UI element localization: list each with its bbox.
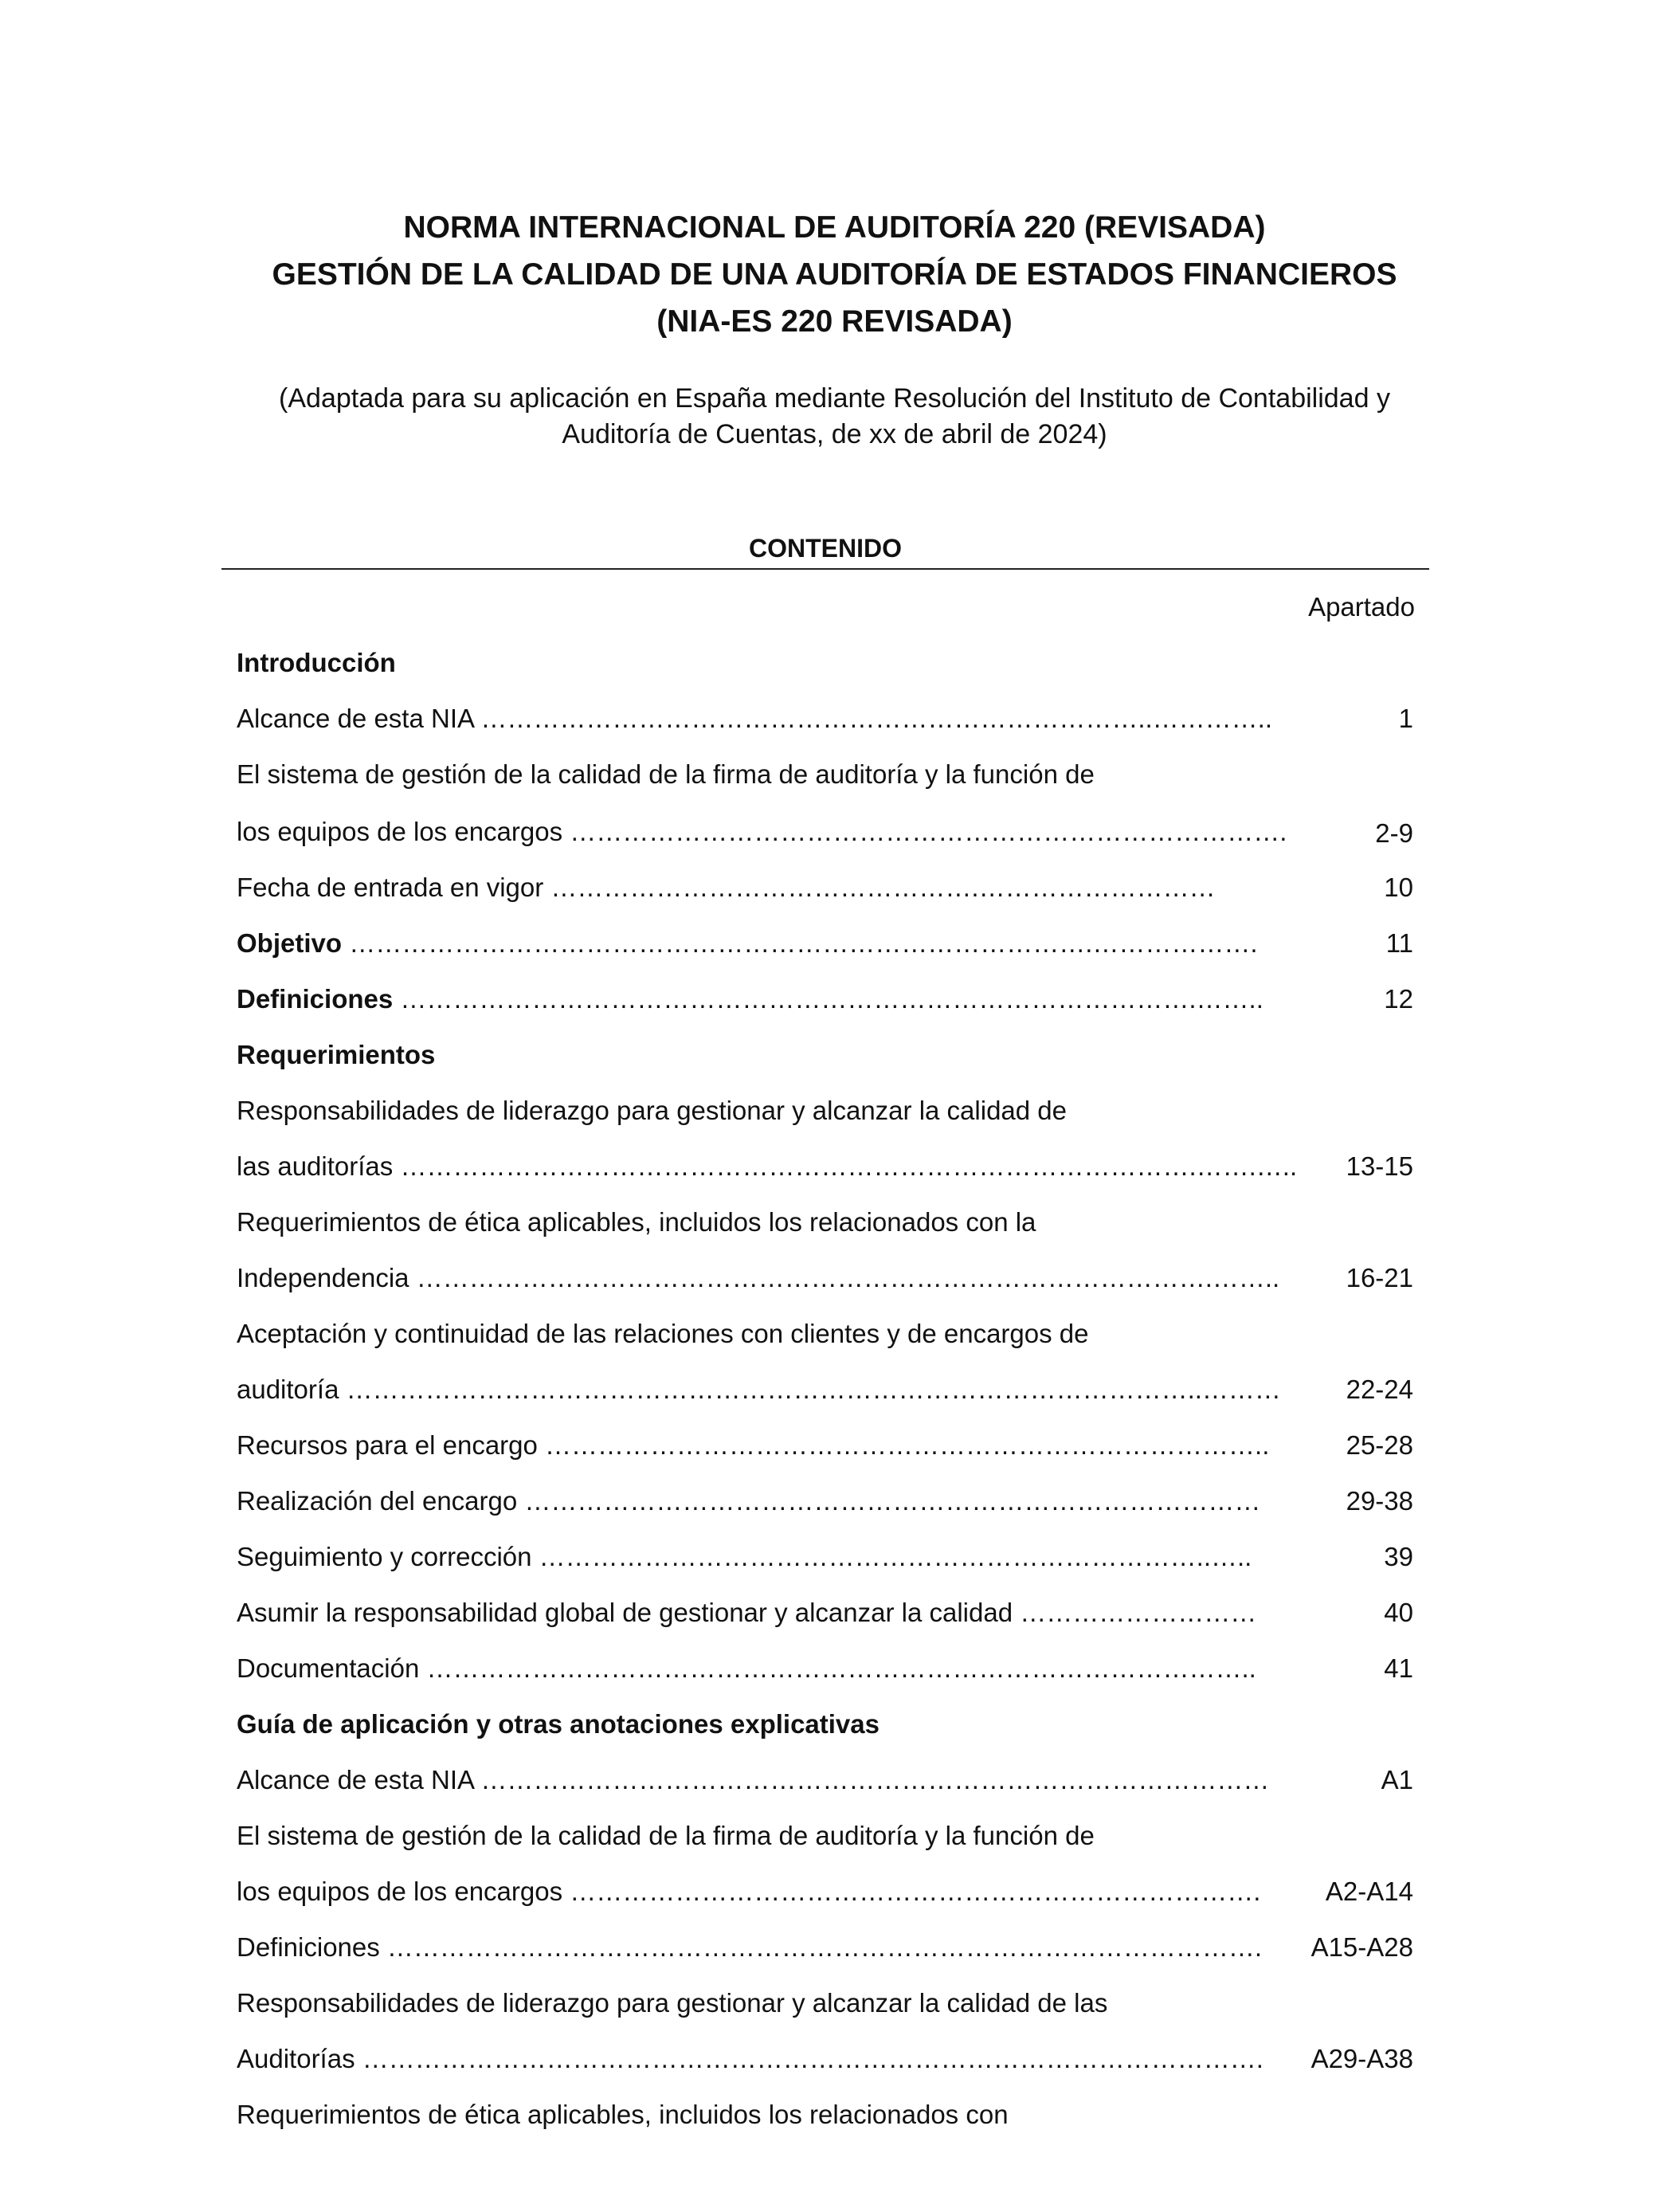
toc-entry-text (237, 983, 1264, 1015)
toc-entry-text: las auditorías ……………………………………………………………………………….…….….. (237, 1151, 1298, 1181)
toc-entry-text: Realización del encargo ………………………………………………………………………… (237, 1486, 1261, 1516)
toc-entry (237, 814, 1413, 872)
toc-entry (237, 1095, 1413, 1151)
toc-entry-number: A15-A28 (1311, 1932, 1413, 1962)
toc-entry-number: 39 (1384, 1542, 1413, 1571)
subtitle-line-2: Auditoría de Cuentas, de xx de abril de 2024) (562, 419, 1107, 449)
toc-entry (237, 1764, 1413, 1820)
contents-divider (221, 568, 1429, 570)
toc-entry-number: 16-21 (1346, 1263, 1413, 1292)
toc-entry (237, 1206, 1413, 1262)
toc-entry (237, 1820, 1413, 1876)
toc-entry (237, 1932, 1413, 1987)
toc-entry (237, 703, 1413, 759)
toc-entry-number: 25-28 (1346, 1430, 1413, 1460)
toc-entry-text: El sistema de gestión de la calidad de la firma de auditoría y la función de (237, 1821, 1095, 1850)
toc-entry-text: auditoría ……………………………………………………………………………………..……… (237, 1375, 1281, 1404)
title-line-2: GESTIÓN DE LA CALIDAD DE UNA AUDITORÍA DE ESTADOS FINANCIEROS (272, 257, 1397, 292)
toc-entry-text: los equipos de los encargos ……………………………………………………………………. (237, 1877, 1261, 1906)
toc-entry (237, 1262, 1413, 1318)
toc-entry-number: 11 (1385, 928, 1413, 958)
toc-entry (237, 1876, 1413, 1932)
toc-entry (237, 1374, 1413, 1430)
toc-entry-number: 1 (1398, 704, 1413, 733)
toc-entry-text: Requerimientos de ética aplicables, incluidos los relacionados con la (237, 1207, 1036, 1237)
toc-entry-bold-label: Objetivo (237, 928, 343, 958)
document-subtitle (0, 381, 1669, 453)
toc-entry (237, 2099, 1413, 2155)
toc-entry-number: 10 (1384, 873, 1413, 902)
toc-section-heading (237, 1039, 1413, 1095)
toc-entry-number: 13-15 (1346, 1151, 1413, 1181)
toc-entry-text: El sistema de gestión de la calidad de la firma de auditoría y la función de (237, 759, 1095, 789)
toc-entry-bold-label: Definiciones (237, 984, 394, 1014)
contents-heading: CONTENIDO (749, 534, 902, 563)
toc-entry-text: Aceptación y continuidad de las relaciones con clientes y de encargos de (237, 1319, 1089, 1348)
toc-entry (237, 1151, 1413, 1206)
toc-entry (237, 759, 1413, 814)
toc-entry-text: Alcance de esta NIA …………………………………………………………………..………….. (237, 704, 1273, 733)
toc-entry-text: Guía de aplicación y otras anotaciones explicativas (237, 1709, 880, 1739)
apartado-column-label: Apartado (1308, 592, 1415, 622)
toc-entry-text: Independencia ……………………………………………………………………………….…….. (237, 1263, 1280, 1292)
toc-entry-leader: ……………………………………………………………………………….…….. (393, 984, 1264, 1014)
toc-entry (237, 983, 1413, 1039)
toc-entry-text: Alcance de esta NIA ……………………………………………………………………………… (237, 1765, 1270, 1794)
toc-entry-text: Recursos para el encargo ……………………………………………………………………….. (237, 1430, 1270, 1460)
toc-entry-text: los equipos de los encargos ………………………………………………………………………. (237, 817, 1287, 846)
table-of-contents (237, 647, 1413, 2155)
toc-entry-number: 2-9 (1375, 818, 1413, 848)
toc-entry (237, 2043, 1413, 2099)
toc-entry (237, 872, 1413, 928)
toc-entry-text: Definiciones ………………………………………………………………………………………. (237, 1932, 1263, 1962)
title-line-3: (NIA-ES 220 REVISADA) (656, 304, 1013, 339)
toc-entry-number: 29-38 (1346, 1486, 1413, 1516)
toc-entry-number: 12 (1384, 984, 1413, 1014)
toc-section-heading (237, 647, 1413, 703)
subtitle-line-1: (Adaptada para su aplicación en España mediante Resolución del Instituto de Contabilidad y (279, 383, 1390, 414)
toc-entry-text: Asumir la responsabilidad global de gestionar y alcanzar la calidad ……………………… (237, 1598, 1257, 1627)
toc-entry-text: Requerimientos (237, 1040, 436, 1069)
toc-entry-number: 41 (1384, 1653, 1413, 1683)
toc-entry-text: Requerimientos de ética aplicables, incluidos los relacionados con (237, 2100, 1009, 2129)
toc-entry-text: Introducción (237, 648, 396, 677)
toc-entry-text: Seguimiento y corrección …………………………………………………………………..….. (237, 1542, 1252, 1571)
toc-entry-text: Responsabilidades de liderazgo para gestionar y alcanzar la calidad de (237, 1096, 1067, 1125)
toc-entry (237, 928, 1413, 983)
toc-entry-text: Documentación ………………………………………………………………………………….. (237, 1653, 1256, 1683)
toc-entry (237, 1597, 1413, 1653)
toc-entry (237, 1318, 1413, 1374)
toc-entry (237, 1485, 1413, 1541)
toc-entry-text (237, 928, 1258, 959)
toc-entry-number: A29-A38 (1311, 2044, 1413, 2073)
toc-entry (237, 1653, 1413, 1708)
toc-section-heading (237, 1708, 1413, 1764)
toc-entry-text: Fecha de entrada en vigor ………………………………………….……………………… (237, 873, 1216, 902)
toc-entry-number: A1 (1381, 1765, 1413, 1794)
document-title (0, 204, 1669, 345)
toc-entry (237, 1430, 1413, 1485)
title-line-1: NORMA INTERNACIONAL DE AUDITORÍA 220 (REVISADA) (403, 210, 1266, 245)
toc-entry (237, 1541, 1413, 1597)
toc-entry-text: Responsabilidades de liderazgo para gestionar y alcanzar la calidad de las (237, 1988, 1108, 2018)
toc-entry-number: 22-24 (1346, 1375, 1413, 1404)
toc-entry-number: 40 (1384, 1598, 1413, 1627)
toc-entry-number: A2-A14 (1325, 1877, 1413, 1906)
toc-entry-leader: ………………………………………………………………………….………………. (342, 928, 1258, 958)
toc-entry (237, 1987, 1413, 2043)
toc-entry-text: Auditorías …………………………………………………………………………………………. (237, 2044, 1264, 2073)
